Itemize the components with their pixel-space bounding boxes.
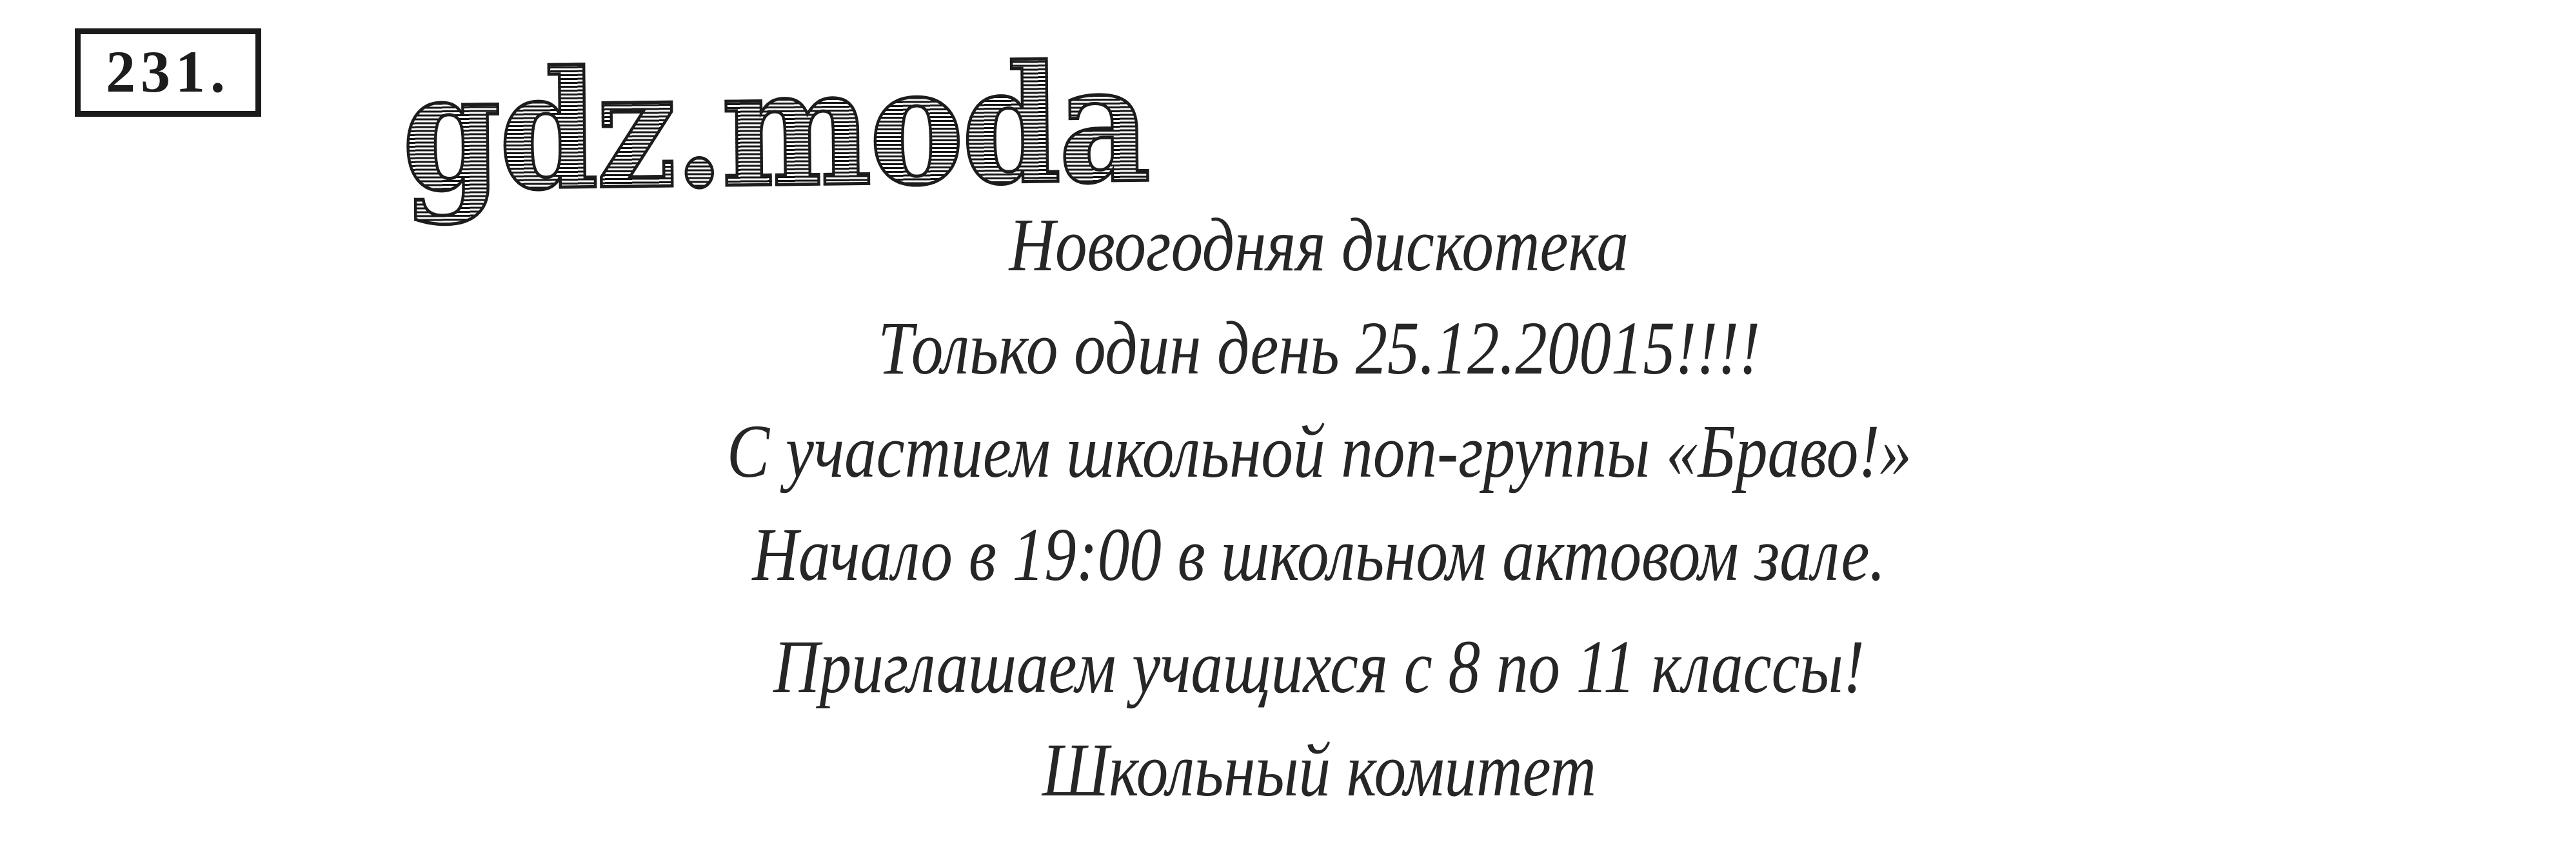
announcement-line: Приглашаем учащихся с 8 по 11 классы! [773,624,1865,709]
announcement [31,194,2576,822]
announcement-line: Новогодняя дискотека [1009,203,1629,287]
announcement-line: Начало в 19:00 в школьном актовом зале. [752,512,1886,597]
gdz-moda-logo-text: gdz.moda [401,28,1149,227]
announcement-line: Только один день 25.12.20015!!!! [878,306,1760,390]
exercise-number: 231. [106,38,230,105]
exercise-number-box [75,28,261,117]
announcement-line: С участием школьной поп-группы «Браво!» [726,409,1912,494]
announcement-line: Школьный комитет [1042,728,1596,812]
